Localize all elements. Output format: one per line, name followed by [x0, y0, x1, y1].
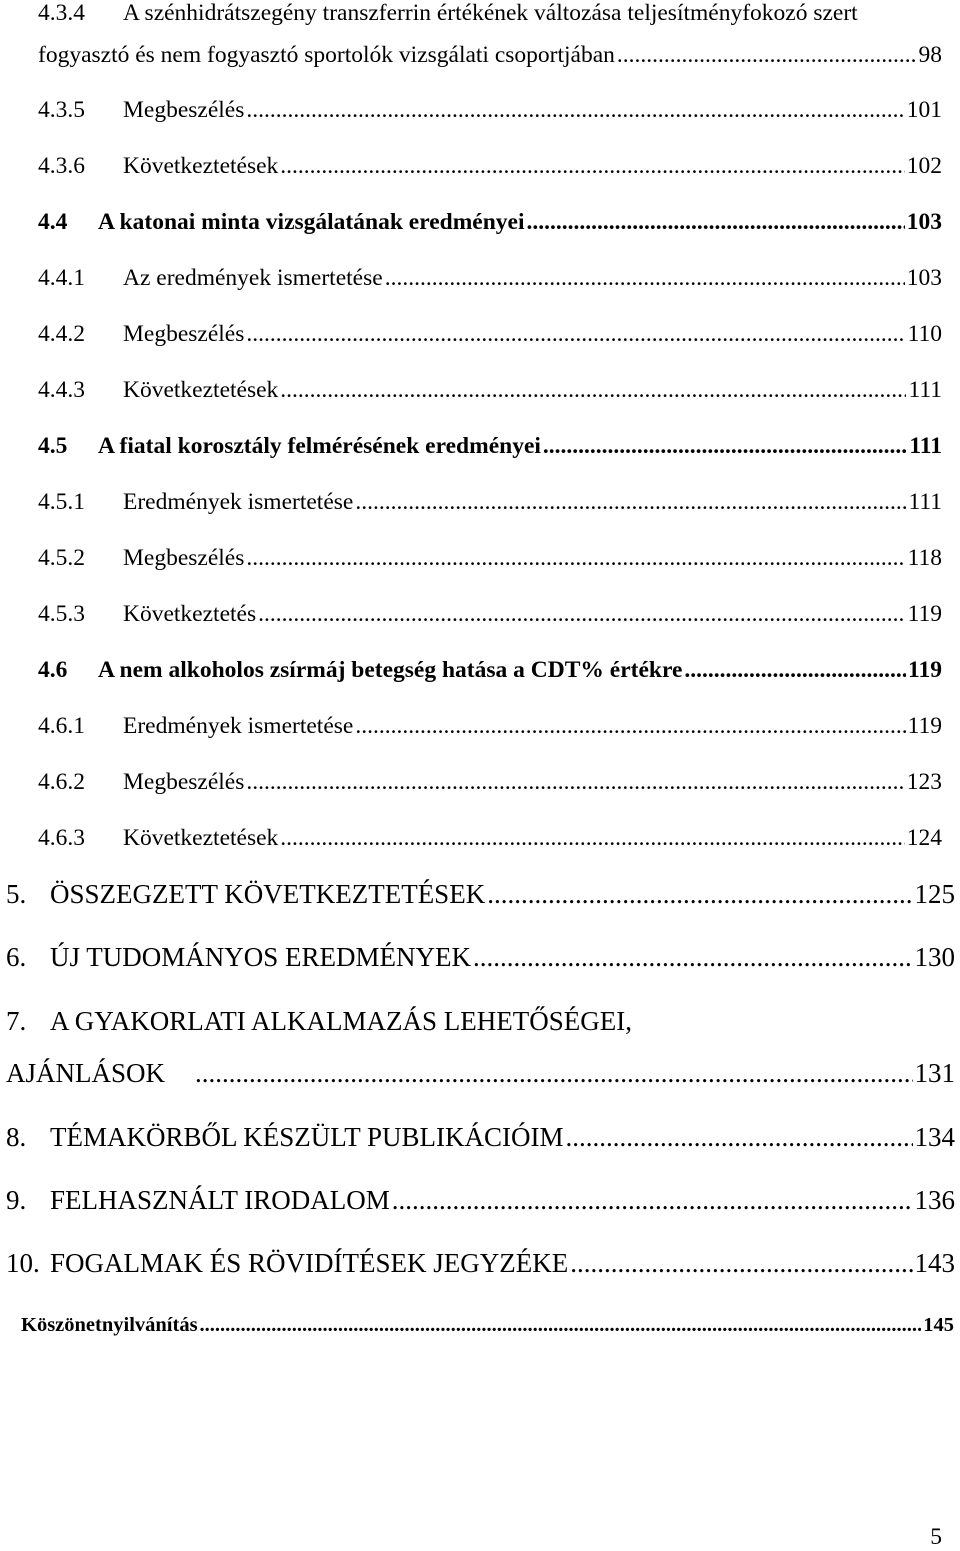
toc-leader — [527, 209, 905, 236]
toc-entry-page: 119 — [907, 713, 942, 739]
toc-entry-title: Következtetés — [123, 601, 257, 627]
toc-entry-title: Eredmények ismertetése — [123, 713, 354, 739]
toc-entry-number: 10. — [6, 1248, 40, 1278]
toc-entry[interactable] — [38, 433, 942, 460]
toc-entry-title: Az eredmények ismertetése — [123, 265, 383, 291]
toc-leader — [355, 713, 905, 740]
toc-entry-number: 8. — [6, 1122, 27, 1152]
toc-entry-page: 111 — [909, 433, 942, 459]
toc-entry-number: 4.6.2 — [38, 769, 85, 795]
toc-entry-title: FOGALMAK ÉS RÖVIDÍTÉSEK JEGYZÉKE — [50, 1248, 569, 1278]
toc-leader — [355, 489, 906, 516]
toc-entry-7-line2[interactable] — [6, 1058, 955, 1089]
toc-entry[interactable] — [38, 321, 942, 348]
toc-entry-page: 98 — [918, 42, 942, 68]
toc-leader — [487, 879, 912, 910]
toc-leader — [385, 265, 905, 292]
toc-entry[interactable] — [38, 265, 942, 292]
toc-entry-title: Köszönetnyilvánítás — [21, 1314, 198, 1336]
toc-entry[interactable] — [38, 209, 942, 236]
toc-entry-number: 4.5.2 — [38, 545, 85, 571]
toc-entry-number: 4.4.3 — [38, 377, 85, 403]
toc-entry-page: 103 — [906, 265, 942, 291]
toc-entry-title: Következtetések — [123, 377, 279, 403]
toc-leader — [392, 1185, 913, 1216]
toc-entry-number: 4.6.1 — [38, 713, 85, 739]
toc-entry-number: 5. — [6, 879, 27, 909]
toc-entry-page: 131 — [914, 1058, 955, 1088]
toc-entry[interactable] — [38, 545, 942, 572]
toc-leader — [280, 377, 906, 404]
toc-entry-page: 101 — [906, 97, 942, 123]
toc-leader — [280, 153, 904, 180]
toc-entry-page: 134 — [914, 1122, 955, 1152]
toc-entry-page: 136 — [914, 1185, 955, 1215]
toc-entry[interactable] — [6, 1248, 955, 1279]
toc-entry-number: 4.3.4 — [38, 0, 85, 26]
toc-leader — [280, 825, 904, 852]
toc-entry-title: Eredmények ismertetése — [123, 489, 354, 515]
toc-entry-number: 4.5.3 — [38, 601, 85, 627]
toc-entry-page: 111 — [908, 377, 942, 403]
toc-leader — [617, 42, 917, 69]
toc-entry-number: 4.5.1 — [38, 489, 85, 515]
toc-entry-title: Következtetések — [123, 825, 279, 851]
toc-entry-page: 110 — [907, 321, 942, 347]
toc-entry-number: 9. — [6, 1185, 27, 1215]
toc-entry[interactable] — [6, 1122, 955, 1153]
toc-entry-title: A katonai minta vizsgálatának eredményei — [98, 209, 525, 235]
toc-entry-page: 102 — [906, 153, 942, 179]
toc-entry-number: 4.3.6 — [38, 153, 85, 179]
toc-entry-title: A GYAKORLATI ALKALMAZÁS LEHETŐSÉGEI, — [50, 1006, 632, 1036]
toc-entry-page: 119 — [908, 657, 942, 683]
toc-entry-title: Megbeszélés — [123, 97, 245, 123]
toc-entry-page: 124 — [906, 825, 942, 851]
toc-entry-number: 4.4.2 — [38, 321, 85, 347]
toc-entry-page: 119 — [907, 601, 942, 627]
toc-entry-page: 123 — [906, 769, 942, 795]
toc-entry[interactable] — [38, 601, 942, 628]
toc-leader — [684, 657, 906, 684]
toc-entry-title: Megbeszélés — [123, 321, 245, 347]
toc-entry[interactable] — [6, 1185, 955, 1216]
toc-entry[interactable] — [38, 825, 942, 852]
toc-entry-title: A fiatal korosztály felmérésének eredményei — [98, 433, 541, 459]
page-number: 5 — [930, 1524, 942, 1550]
toc-entry-number: 4.6 — [38, 657, 68, 683]
toc-entry-number: 4.4.1 — [38, 265, 85, 291]
toc-leader — [246, 545, 905, 572]
toc-entry-title: TÉMAKÖRBŐL KÉSZÜLT PUBLIKÁCIÓIM — [50, 1122, 564, 1152]
toc-entry[interactable] — [38, 489, 942, 516]
toc-entry-number: 4.5 — [38, 433, 68, 459]
toc-entry[interactable] — [6, 879, 955, 910]
toc-entry[interactable] — [38, 657, 942, 684]
toc-entry-title: A szénhidrátszegény transzferrin értékének változása teljesítményfokozó szert — [123, 0, 858, 26]
toc-entry[interactable] — [38, 153, 942, 180]
toc-leader — [258, 601, 906, 628]
toc-entry-page: 130 — [914, 942, 955, 972]
toc-leader — [570, 1248, 912, 1279]
toc-entry-number: 4.6.3 — [38, 825, 85, 851]
toc-entry-title: Megbeszélés — [123, 769, 245, 795]
toc-entry-title: ÚJ TUDOMÁNYOS EREDMÉNYEK — [50, 942, 472, 972]
toc-entry-page: 111 — [908, 489, 942, 515]
toc-leader — [246, 769, 904, 796]
toc-leader — [246, 321, 905, 348]
toc-entry[interactable] — [38, 377, 942, 404]
toc-entry-page: 143 — [914, 1248, 955, 1278]
toc-entry-page: 125 — [914, 879, 955, 909]
toc-entry-title-cont: fogyasztó és nem fogyasztó sportolók vizsgálati csoportjában — [38, 42, 615, 68]
toc-entry-title: Következtetések — [123, 153, 279, 179]
toc-entry[interactable] — [38, 769, 942, 796]
toc-entry-acknowledgements[interactable] — [21, 1314, 954, 1337]
toc-entry-7-line1 — [6, 1006, 632, 1037]
toc-entry-number: 4.4 — [38, 209, 68, 235]
toc-leader — [543, 433, 907, 460]
toc-entry[interactable] — [38, 97, 942, 124]
toc-entry-page: 118 — [907, 545, 942, 571]
toc-entry-4-3-4-line2[interactable] — [38, 42, 942, 69]
toc-entry-title-cont: AJÁNLÁSOK — [6, 1058, 166, 1088]
toc-entry-4-3-4-line1 — [38, 0, 858, 27]
toc-leader — [195, 1058, 912, 1089]
toc-entry-page: 145 — [923, 1314, 954, 1336]
toc-entry-title: ÖSSZEGZETT KÖVETKEZTETÉSEK — [50, 879, 486, 909]
toc-entry[interactable] — [6, 942, 955, 973]
toc-entry-title: FELHASZNÁLT IRODALOM — [50, 1185, 390, 1215]
toc-entry-title: A nem alkoholos zsírmáj betegség hatása a CDT% értékre — [98, 657, 683, 683]
toc-leader — [246, 97, 904, 124]
toc-entry-title: Megbeszélés — [123, 545, 245, 571]
toc-leader — [473, 942, 912, 973]
toc-leader — [200, 1314, 922, 1337]
toc-entry-page: 103 — [906, 209, 942, 235]
toc-entry-number: 4.3.5 — [38, 97, 85, 123]
toc-entry-number: 7. — [6, 1006, 27, 1036]
toc-entry[interactable] — [38, 713, 942, 740]
toc-entry-number: 6. — [6, 942, 27, 972]
toc-leader — [566, 1122, 913, 1153]
